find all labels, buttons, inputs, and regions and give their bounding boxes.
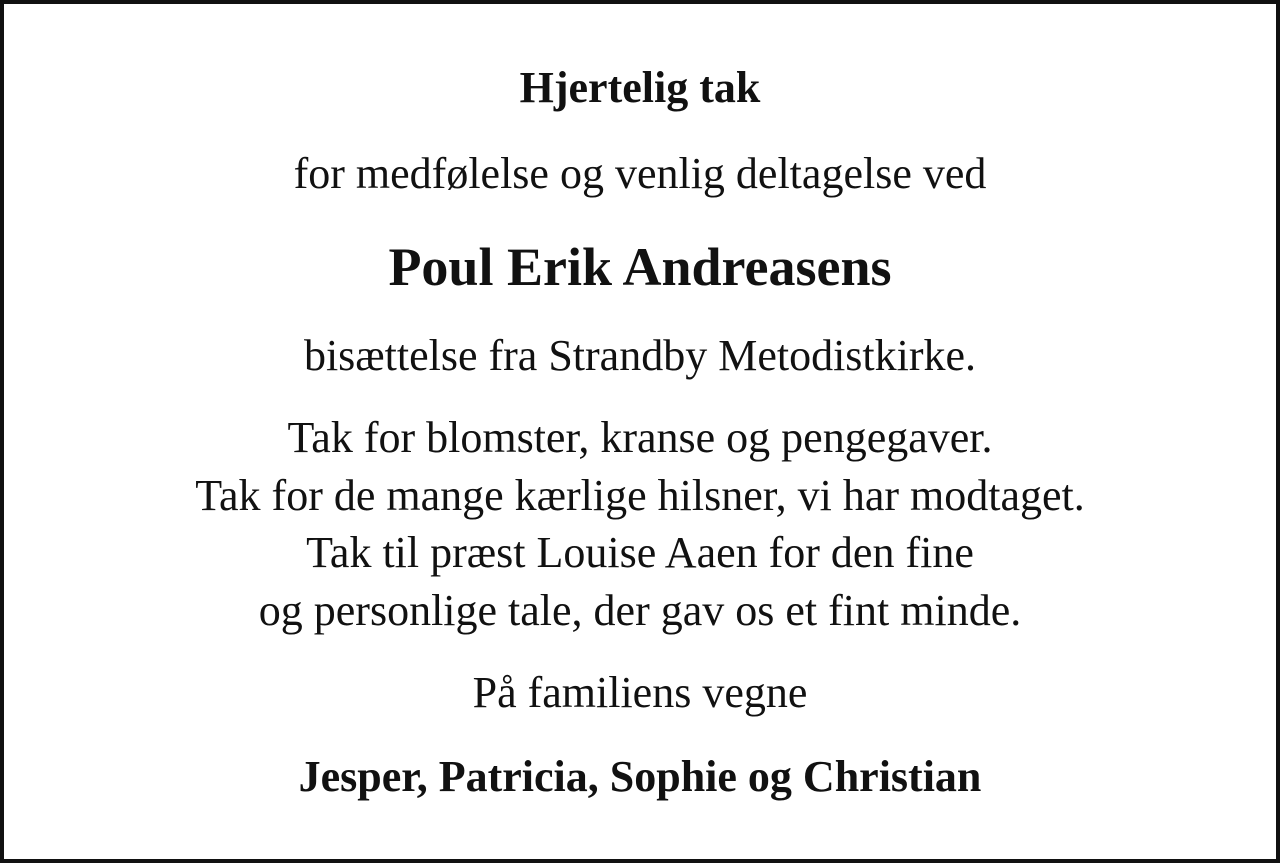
- on-behalf-of-family: På familiens vegne: [472, 668, 808, 717]
- thanks-line-flowers: Tak for blomster, kranse og pengegaver.: [287, 413, 993, 462]
- thanks-line-greetings: Tak for de mange kærlige hilsner, vi har modtaget.: [195, 470, 1085, 520]
- thanks-line-priest: Tak til præst Louise Aaen for den fine: [306, 528, 974, 577]
- funeral-venue: bisættelse fra Strandby Metodistkirke.: [303, 331, 977, 380]
- thanks-line-speech: og personlige tale, der gav os et fint minde.: [258, 585, 1022, 635]
- signers: Jesper, Patricia, Sophie og Christian: [298, 752, 982, 801]
- deceased-name: Poul Erik Andreasens: [388, 237, 892, 297]
- notice-intro: for medfølelse og venlig deltagelse ved: [293, 149, 987, 198]
- notice-heading: Hjertelig tak: [519, 63, 761, 112]
- thanks-paragraph: [4, 409, 1276, 639]
